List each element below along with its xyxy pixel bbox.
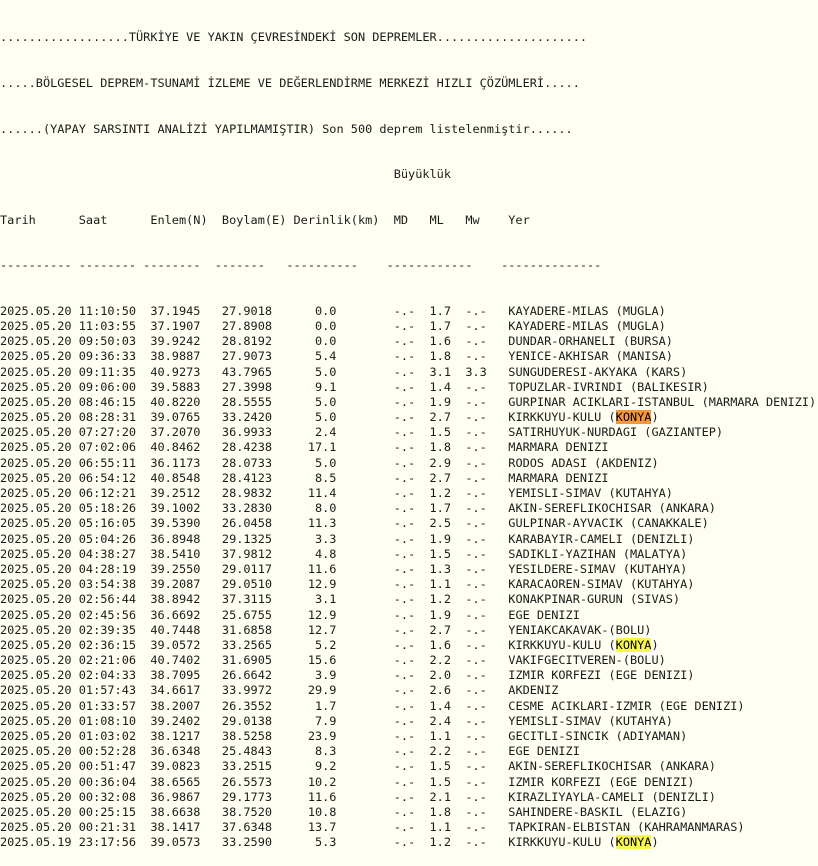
title-line-1: ..................TÜRKİYE VE YAKIN ÇEVRESİNDEKİ SON DEPREMLER..................... (0, 30, 588, 45)
table-row: 2025.05.20 09:06:00 39.5883 27.3998 9.1 -.- 1.4 -.- TOPUZLAR-IVRINDI (BALIKESIR) (0, 379, 709, 394)
table-row: 2025.05.20 03:54:38 39.2087 29.0510 12.9 -.- 1.1 -.- KARACAOREN-SIMAV (KUTAHYA) (0, 577, 695, 592)
table-row: 2025.05.20 00:51:47 39.0823 33.2515 9.2 -.- 1.5 -.- AKIN-SEREFLIKOCHISAR (ANKARA) (0, 759, 716, 774)
title-line-3: ......(YAPAY SARSINTI ANALİZİ YAPILMAMIŞTIR) Son 500 deprem listelenmiştir...... (0, 121, 573, 136)
table-row: 2025.05.20 07:02:06 40.8462 28.4238 17.1 -.- 1.8 -.- MARMARA DENIZI (0, 440, 609, 455)
table-row: 2025.05.20 07:27:20 37.2070 36.9933 2.4 -.- 1.5 -.- SATIRHUYUK-NURDAGI (GAZIANTEP) (0, 425, 724, 440)
table-row: 2025.05.20 00:36:04 38.6565 26.5573 10.2 -.- 1.5 -.- IZMIR KORFEZI (EGE DENIZI) (0, 774, 695, 789)
earthquake-rows (0, 304, 818, 851)
table-row: 2025.05.20 08:28:31 39.0765 33.2420 5.0 -.- 2.7 -.- KIRKKUYU-KULU (KONYA) (0, 410, 659, 425)
table-row: 2025.05.20 09:36:33 38.9887 27.9073 5.4 -.- 1.8 -.- YENICE-AKHISAR (MANISA) (0, 349, 673, 364)
table-row: 2025.05.20 02:21:06 40.7402 31.6905 15.6 -.- 2.2 -.- VAKIFGECITVEREN-(BOLU) (0, 653, 666, 668)
table-row: 2025.05.20 06:54:12 40.8548 28.4123 8.5 -.- 2.7 -.- MARMARA DENIZI (0, 470, 609, 485)
search-highlight: KONYA (615, 637, 652, 652)
table-row: 2025.05.20 09:11:35 40.9273 43.7965 5.0 -.- 3.1 3.3 SUNGUDERESI-AKYAKA (KARS) (0, 364, 688, 379)
table-row: 2025.05.20 02:04:33 38.7095 26.6642 3.9 -.- 2.0 -.- IZMIR KORFEZI (EGE DENIZI) (0, 668, 695, 683)
table-row: 2025.05.19 23:17:56 39.0573 33.2590 5.3 -.- 1.2 -.- KIRKKUYU-KULU (KONYA) (0, 835, 659, 850)
table-row: 2025.05.20 02:45:56 36.6692 25.6755 12.9 -.- 1.9 -.- EGE DENIZI (0, 607, 580, 622)
table-row: 2025.05.20 01:03:02 38.1217 38.5258 23.9 -.- 1.1 -.- GECITLI-SINCIK (ADIYAMAN) (0, 729, 688, 743)
table-row: 2025.05.20 02:56:44 38.8942 37.3115 3.1 -.- 1.2 -.- KONAKPINAR-GURUN (SIVAS) (0, 592, 681, 607)
table-row: 2025.05.20 01:57:43 34.6617 33.9972 29.9 -.- 2.6 -.- AKDENIZ (0, 683, 559, 698)
table-row: 2025.05.20 00:52:28 36.6348 25.4843 8.3 -.- 2.2 -.- EGE DENIZI (0, 744, 580, 759)
column-separator-row: ---------- -------- -------- ------- ---------- ------------ -------------- (0, 258, 602, 273)
table-row: 2025.05.20 09:50:03 39.9242 28.8192 0.0 -.- 1.6 -.- DUNDAR-ORHANELI (BURSA) (0, 334, 673, 349)
search-highlight: KONYA (615, 410, 652, 425)
table-row: 2025.05.20 06:12:21 39.2512 28.9832 11.4 -.- 1.2 -.- YEMISLI-SIMAV (KUTAHYA) (0, 486, 673, 500)
table-row: 2025.05.20 05:16:05 39.5390 26.0458 11.3 -.- 2.5 -.- GULPINAR-AYVACIK (CANAKKALE) (0, 516, 709, 531)
table-row: 2025.05.20 05:18:26 39.1002 33.2830 8.0 -.- 1.7 -.- AKIN-SEREFLIKOCHISAR (ANKARA) (0, 501, 716, 516)
table-row: 2025.05.20 01:08:10 39.2402 29.0138 7.9 -.- 2.4 -.- YEMISLI-SIMAV (KUTAHYA) (0, 713, 673, 728)
table-row: 2025.05.20 00:32:08 36.9867 29.1773 11.6 -.- 2.1 -.- KIRAZLIYAYLA-CAMELI (DENIZLI) (0, 789, 716, 804)
table-row: 2025.05.20 02:36:15 39.0572 33.2565 5.2 -.- 1.6 -.- KIRKKUYU-KULU (KONYA) (0, 637, 659, 652)
table-row: 2025.05.20 00:25:15 38.6638 38.7520 10.8 -.- 1.8 -.- SAHINDERE-BASKIL (ELAZIG) (0, 804, 688, 819)
search-highlight: KONYA (615, 835, 652, 850)
table-row: 2025.05.20 00:21:31 38.1417 37.6348 13.7 -.- 1.1 -.- TAPKIRAN-ELBISTAN (KAHRAMANMARAS) (0, 820, 745, 835)
table-row: 2025.05.20 11:03:55 37.1907 27.8908 0.0 -.- 1.7 -.- KAYADERE-MILAS (MUGLA) (0, 318, 666, 333)
title-line-2: .....BÖLGESEL DEPREM-TSUNAMİ İZLEME VE DEĞERLENDİRME MERKEZİ HIZLI ÇÖZÜMLERİ..... (0, 75, 580, 90)
magnitude-group-header: Büyüklük (0, 167, 452, 182)
column-header-row: Tarih Saat Enlem(N) Boylam(E) Derinlik(km) MD ML Mw Yer (0, 212, 530, 227)
table-row: 2025.05.20 06:55:11 36.1173 28.0733 5.0 -.- 2.9 -.- RODOS ADASI (AKDENIZ) (0, 455, 659, 470)
table-row: 2025.05.20 01:33:57 38.2007 26.3552 1.7 -.- 1.4 -.- CESME ACIKLARI-IZMIR (EGE DENIZI) (0, 698, 745, 713)
table-row: 2025.05.20 04:28:19 39.2550 29.0117 11.6 -.- 1.3 -.- YESILDERE-SIMAV (KUTAHYA) (0, 561, 688, 576)
table-row: 2025.05.20 08:46:15 40.8220 28.5555 5.0 -.- 1.9 -.- GURPINAR ACIKLARI-ISTANBUL (MARMARA DENIZI) (0, 394, 817, 409)
table-row: 2025.05.20 04:38:27 38.5410 37.9812 4.8 -.- 1.5 -.- SADIKLI-YAZIHAN (MALATYA) (0, 546, 688, 561)
table-row: 2025.05.20 11:10:50 37.1945 27.9018 0.0 -.- 1.7 -.- KAYADERE-MILAS (MUGLA) (0, 303, 666, 318)
table-row: 2025.05.20 02:39:35 40.7448 31.6858 12.7 -.- 2.7 -.- YENIAKCAKAVAK-(BOLU) (0, 622, 652, 637)
table-row: 2025.05.20 05:04:26 36.8948 29.1325 3.3 -.- 1.9 -.- KARABAYIR-CAMELI (DENIZLI) (0, 531, 695, 546)
